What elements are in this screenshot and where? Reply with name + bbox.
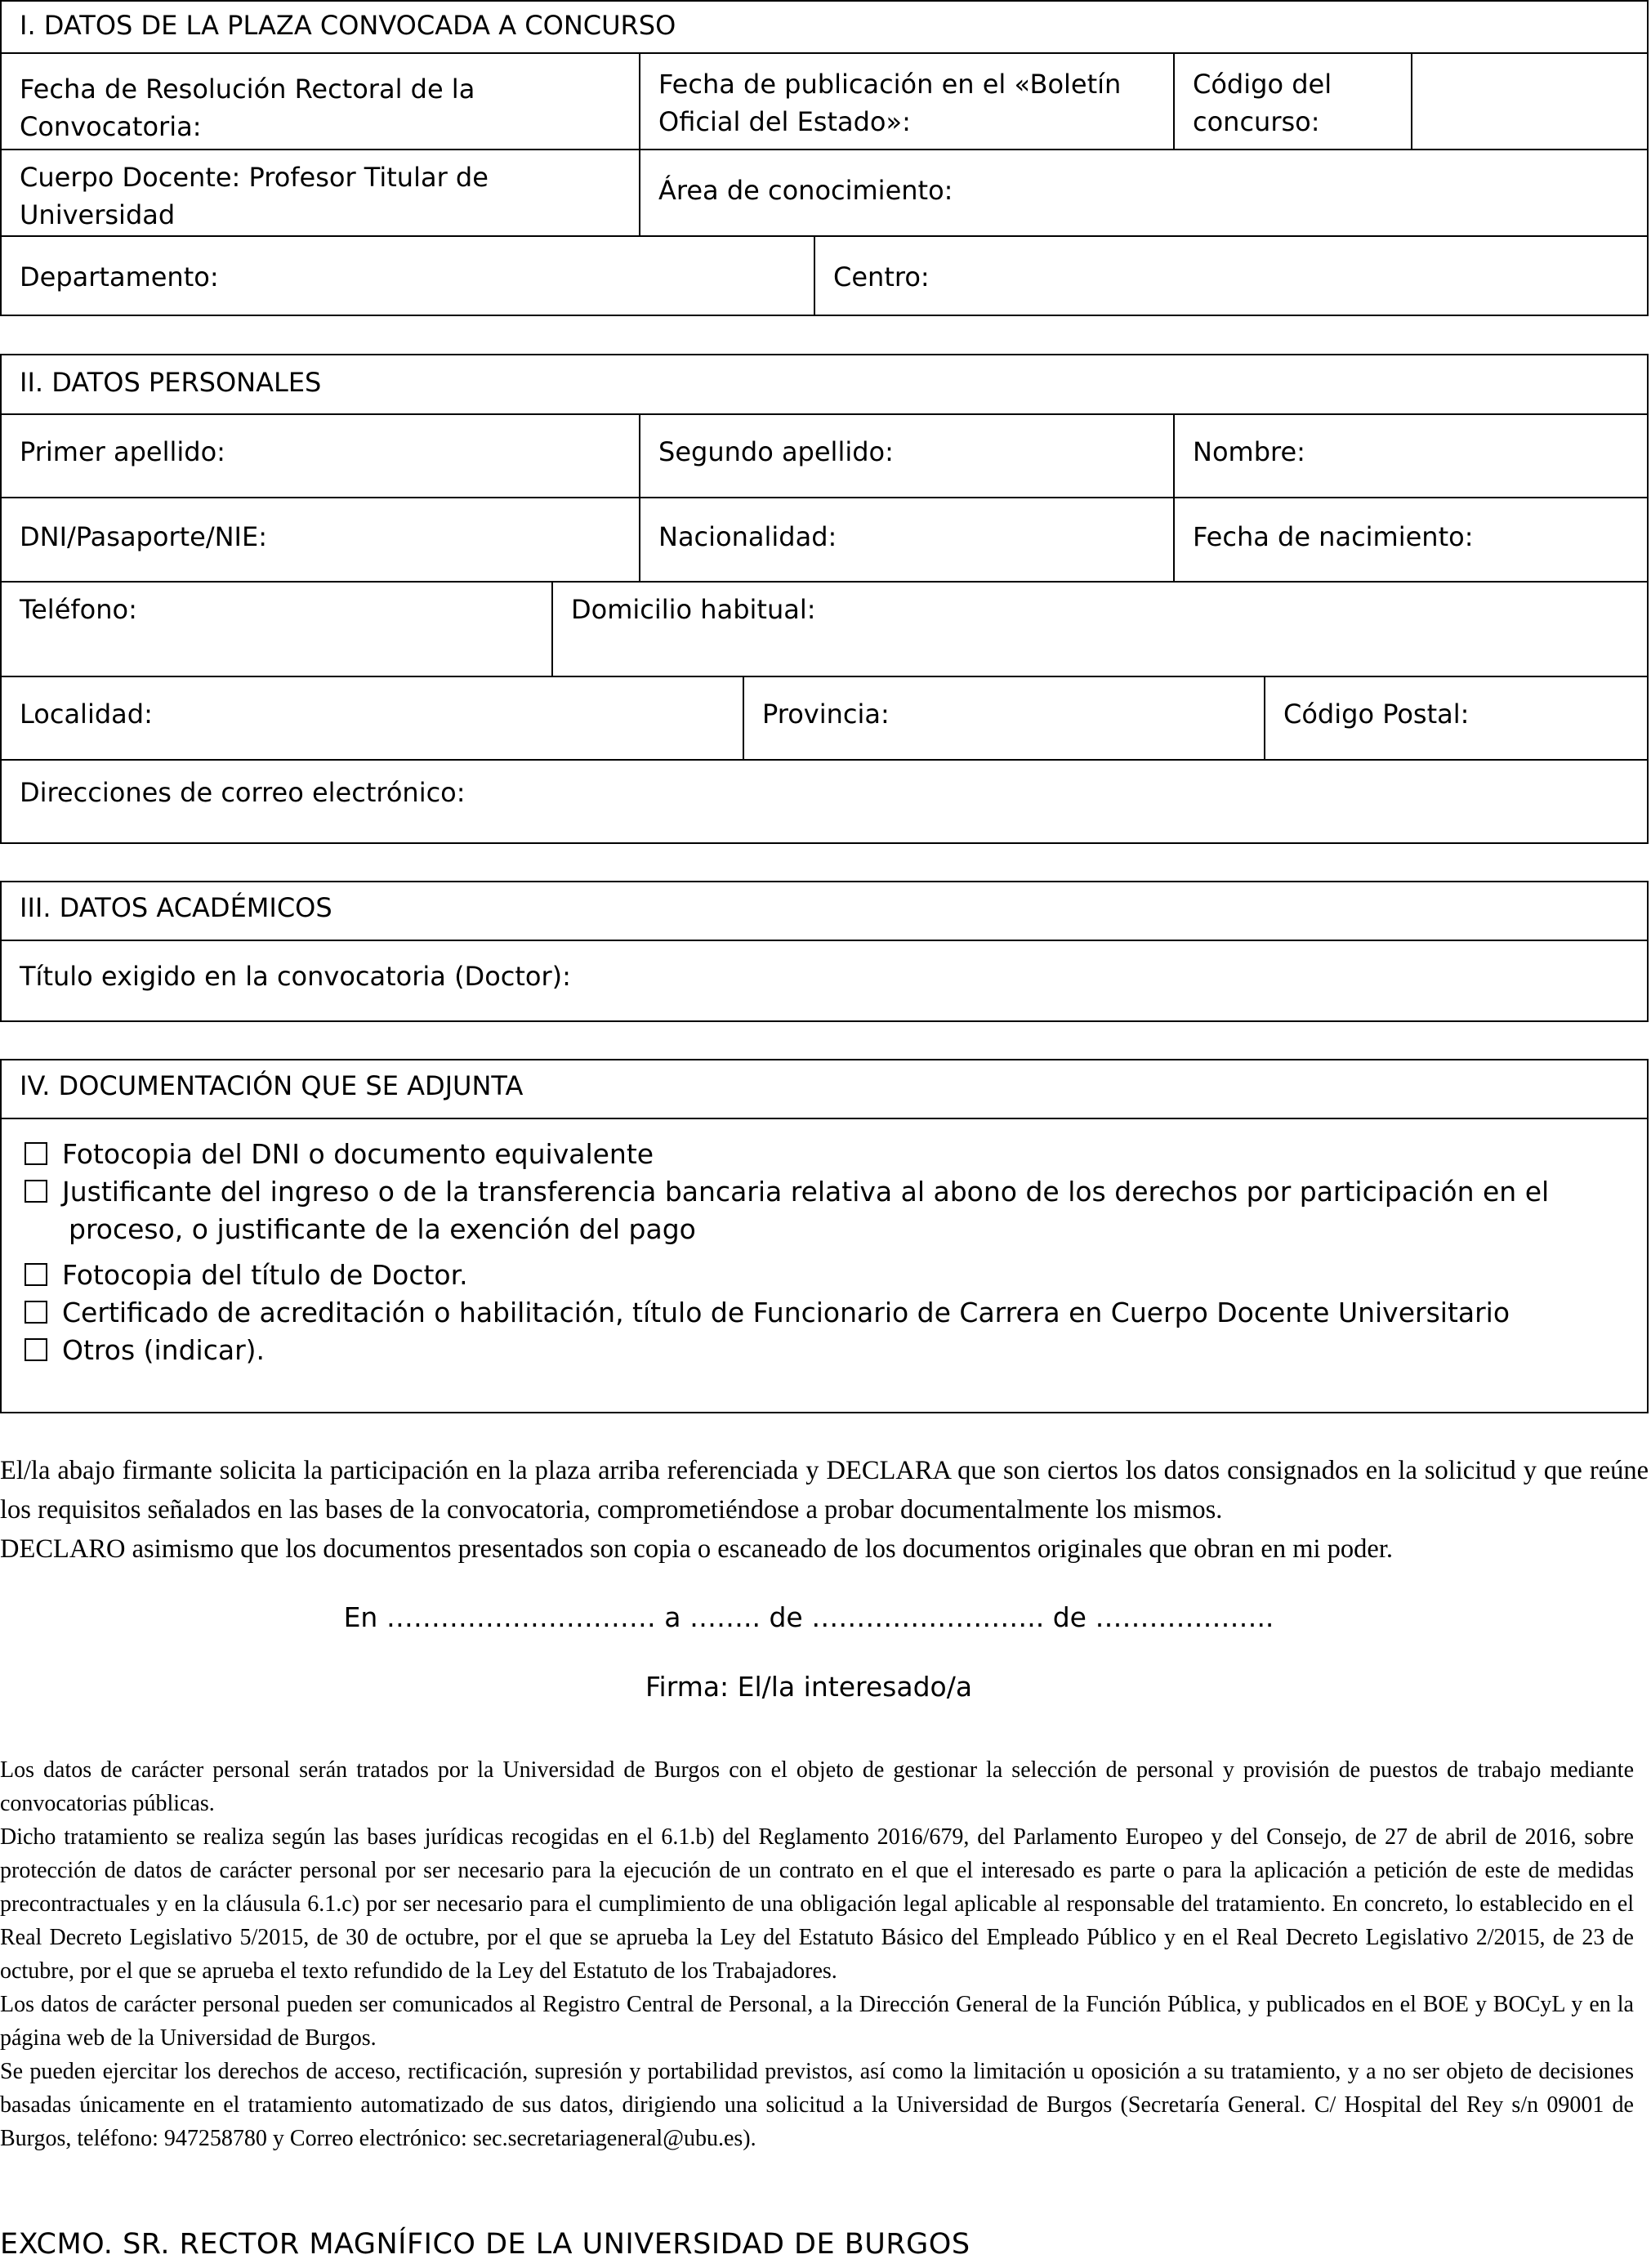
field-localidad[interactable]: Localidad:: [2, 676, 743, 759]
field-fecha-nacimiento[interactable]: Fecha de nacimiento:: [1173, 497, 1649, 581]
field-departamento[interactable]: Departamento:: [2, 235, 814, 316]
field-fecha-publicacion[interactable]: Fecha de publicación en el «Boletín Oficial del Estado»:: [639, 52, 1173, 149]
declaration-paragraph: El/la abajo firmante solicita la participación en la plaza arriba referenciada y DECLARA que son ciertos los datos consignados en la solicitud y que reúne los requisitos señalados en las bases de la convocatoria, comprometiéndose a probar documentalmente los mismos.: [0, 1456, 1649, 1525]
doc-item-justificante[interactable]: Justificante del ingreso o de la transferencia bancaria relativa al abono de los derechos por participación en el: [25, 1173, 1549, 1211]
field-domicilio[interactable]: Domicilio habitual:: [551, 581, 1649, 676]
legal-paragraph: Los datos de carácter personal pueden ser comunicados al Registro Central de Personal, a la Dirección General de la Función Pública, y publicados en el BOE y BOCyL y en la página web de la Universidad de Burgos.: [0, 1992, 1634, 2051]
section-title: IV. DOCUMENTACIÓN QUE SE ADJUNTA: [20, 1070, 524, 1101]
section-documentacion: [0, 1059, 1649, 1413]
signature-label: Firma: El/la interesado/a: [645, 1671, 973, 1703]
section-datos-personales: [0, 354, 1649, 844]
doc-item-dni[interactable]: Fotocopia del DNI o documento equivalente: [25, 1136, 654, 1173]
field-titulo-exigido[interactable]: Título exigido en la convocatoria (Doctor):: [2, 940, 1649, 1022]
field-dni[interactable]: DNI/Pasaporte/NIE:: [2, 497, 639, 581]
documentation-list: [2, 1118, 1647, 1415]
doc-item-titulo-doctor[interactable]: Fotocopia del título de Doctor.: [25, 1257, 468, 1294]
doc-item-justificante-cont: proceso, o justificante de la exención del pago: [69, 1213, 696, 1245]
legal-paragraph: Dicho tratamiento se realiza según las bases jurídicas recogidas en el 6.1.b) del Reglamento 2016/679, del Parlamento Europeo y del Consejo, de 27 de abril de 2016, sobre protección de datos de carácter personal por ser necesario para la ejecución de un contrato en el que el interesado es parte o para la aplicación a petición de este de medidas precontractuales y en la cláusula 6.1.c) por ser necesario para el cumplimiento de una obligación legal aplicable al responsable del tratamiento. En concreto, lo establecido en el Real Decreto Legislativo 5/2015, de 30 de octubre, por el que se aprueba la Ley del Estatuto Básico del Empleado Público y en el Real Decreto Legislativo 2/2015, de 23 de octubre, por el que se aprueba el texto refundido de la Ley del Estatuto de los Trabajadores.: [0, 1824, 1634, 1984]
field-fecha-resolucion[interactable]: Fecha de Resolución Rectoral de la Convocatoria:: [2, 52, 639, 149]
field-correo[interactable]: Direcciones de correo electrónico:: [2, 759, 1649, 844]
checkbox[interactable]: [25, 1263, 47, 1286]
field-primer-apellido[interactable]: Primer apellido:: [2, 413, 639, 497]
section-title: II. DATOS PERSONALES: [20, 367, 322, 398]
place-date-line[interactable]: En ………………………… a …….. de …………………….. de ………………..: [343, 1601, 1274, 1633]
field-codigo-postal[interactable]: Código Postal:: [1264, 676, 1649, 759]
field-area-conocimiento[interactable]: Área de conocimiento:: [639, 149, 1649, 235]
checkbox[interactable]: [25, 1338, 47, 1361]
field-segundo-apellido[interactable]: Segundo apellido:: [639, 413, 1173, 497]
legal-paragraph: Se pueden ejercitar los derechos de acceso, rectificación, supresión y portabilidad previstos, así como la limitación u oposición a su tratamiento, y a no ser objeto de decisiones basadas únicamente en el tratamiento automatizado de sus datos, dirigiendo una solicitud a la Universidad de Burgos (Secretaría General. C/ Hospital del Rey s/n 09001 de Burgos, teléfono: 947258780 y Correo electrónico: sec.secretariageneral@ubu.es).: [0, 2059, 1634, 2151]
declaration-text: [0, 1451, 1649, 1569]
field-codigo-concurso-value[interactable]: [1411, 52, 1649, 149]
legal-paragraph: Los datos de carácter personal serán tratados por la Universidad de Burgos con el objeto de gestionar la selección de personal y provisión de puestos de trabajo mediante convocatorias públicas.: [0, 1757, 1634, 1816]
section-plaza: [0, 0, 1649, 316]
field-provincia[interactable]: Provincia:: [743, 676, 1264, 759]
field-nacionalidad[interactable]: Nacionalidad:: [639, 497, 1173, 581]
field-telefono[interactable]: Teléfono:: [2, 581, 551, 676]
doc-item-certificado[interactable]: Certificado de acreditación o habilitación, título de Funcionario de Carrera en Cuerpo Docente Universitario: [25, 1294, 1510, 1332]
checkbox[interactable]: [25, 1301, 47, 1324]
section-title: III. DATOS ACADÉMICOS: [20, 892, 332, 923]
doc-item-otros[interactable]: Otros (indicar).: [25, 1332, 265, 1369]
checkbox[interactable]: [25, 1142, 47, 1165]
section-title: I. DATOS DE LA PLAZA CONVOCADA A CONCURSO: [20, 10, 676, 41]
field-centro[interactable]: Centro:: [814, 235, 1649, 316]
data-protection-notice: [0, 1753, 1634, 2155]
section-datos-academicos: [0, 881, 1649, 1022]
field-cuerpo-docente[interactable]: Cuerpo Docente: Profesor Titular de Universidad: [2, 149, 639, 235]
checkbox[interactable]: [25, 1180, 47, 1203]
field-nombre[interactable]: Nombre:: [1173, 413, 1649, 497]
addressee: EXCMO. SR. RECTOR MAGNÍFICO DE LA UNIVERSIDAD DE BURGOS: [0, 2228, 971, 2261]
declaration-paragraph-2: DECLARO asimismo que los documentos presentados son copia o escaneado de los documentos originales que obran en mi poder.: [0, 1534, 1393, 1564]
field-codigo-concurso[interactable]: Código del concurso:: [1173, 52, 1411, 149]
